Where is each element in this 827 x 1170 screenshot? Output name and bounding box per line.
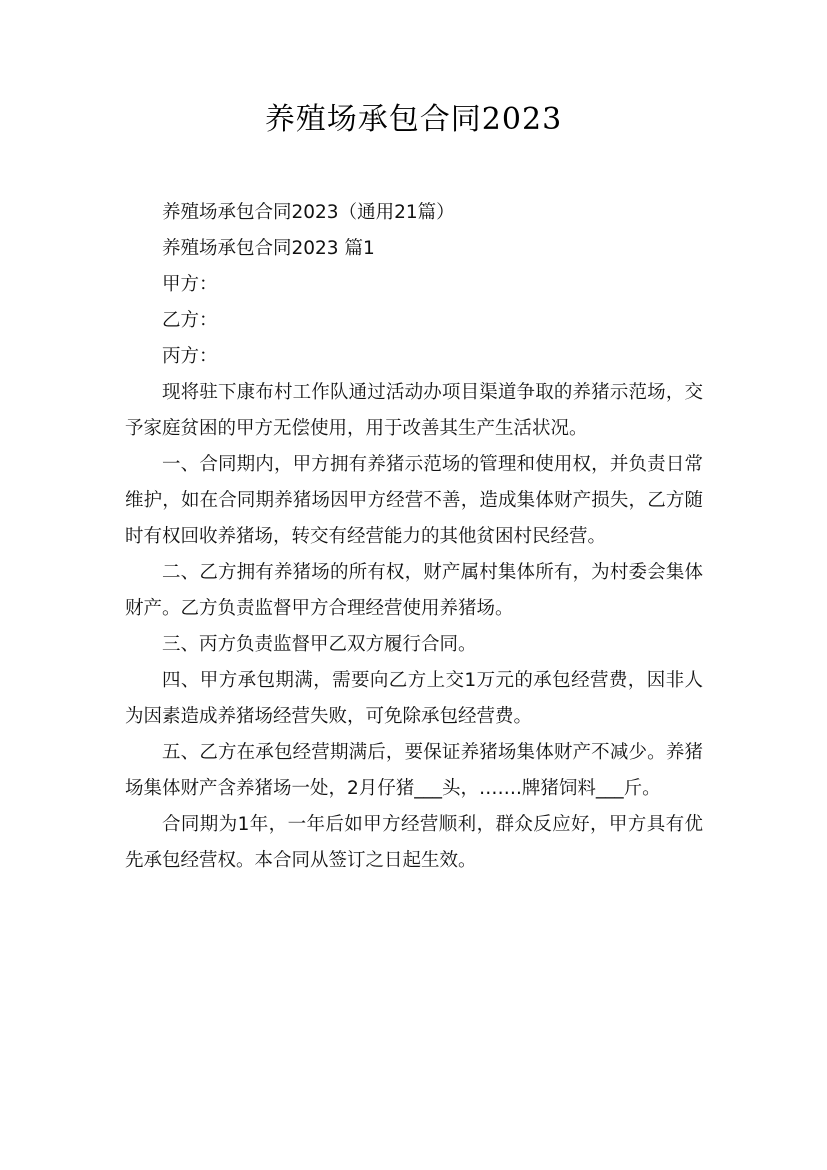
paragraph-clause-1: 一、合同期内，甲方拥有养猪示范场的管理和使用权，并负责日常维护，如在合同期养猪场因甲方经营不善，造成集体财产损失，乙方随时有权回收养猪场，转交有经营能力的其他贫困村民经营。	[125, 454, 703, 547]
paragraph-clause-2: 二、乙方拥有养猪场的所有权，财产属村集体所有，为村委会集体财产。乙方负责监督甲方合理经营使用养猪场。	[125, 562, 703, 619]
document-body	[125, 195, 703, 879]
paragraph-clause-3: 三、丙方负责监督甲乙双方履行合同。	[162, 634, 477, 655]
party-b-line: 乙方：	[162, 310, 218, 331]
document-title: 养殖场承包合同2023	[264, 102, 563, 137]
party-a-line: 甲方：	[162, 274, 218, 295]
paragraph-clause-4: 四、甲方承包期满，需要向乙方上交1万元的承包经营费，因非人为因素造成养猪场经营失败，可免除承包经营费。	[125, 670, 703, 727]
paragraph-clause-5: 五、乙方在承包经营期满后，要保证养猪场集体财产不减少。养猪场集体财产含养猪场一处，2月仔猪___头，…….牌猪饲料___斤。	[125, 742, 703, 799]
paragraph-term: 合同期为1年，一年后如甲方经营顺利，群众反应好，甲方具有优先承包经营权。本合同从签订之日起生效。	[125, 814, 703, 871]
paragraph-intro: 现将驻下康布村工作队通过活动办项目渠道争取的养猪示范场，交予家庭贫困的甲方无偿使用，用于改善其生产生活状况。	[125, 382, 703, 439]
party-c-line: 丙方：	[162, 346, 218, 367]
section-heading: 养殖场承包合同2023 篇1	[162, 238, 375, 259]
document-subtitle: 养殖场承包合同2023（通用21篇）	[162, 202, 455, 223]
